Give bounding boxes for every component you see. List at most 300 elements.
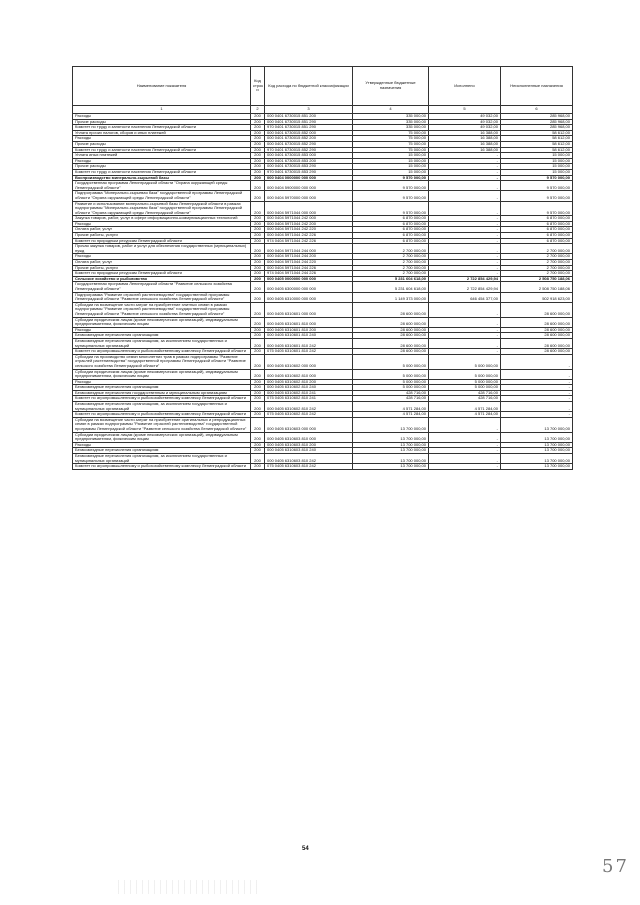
row-approved: 6 870 000,00 — [353, 221, 429, 227]
row-budget-code: 974 0404 5971044 244 226 — [265, 271, 353, 277]
row-executed: 4 571 284,00 — [429, 412, 501, 418]
row-executed: - — [429, 164, 501, 170]
row-name: Прочие работы, услуги — [73, 233, 251, 239]
table-row — [73, 244, 573, 254]
row-unexecuted: 6 870 000,00 — [501, 216, 573, 222]
row-name: Комитет по агропромышленному и рыбохозяйственному комплексу Ленинградской области — [73, 412, 251, 418]
table-row — [73, 417, 573, 432]
row-budget-code: 000 0404 5971044 242 226 — [265, 233, 353, 239]
row-name: Государственная программа Ленинградской области "Развитие сельского хозяйства Ленинградской области" — [73, 282, 251, 292]
row-executed: - — [429, 221, 501, 227]
row-budget-code: 000 0404 5971044 244 000 — [265, 244, 353, 254]
row-unexecuted: 2 700 000,00 — [501, 254, 573, 260]
row-unexecuted: 6 870 000,00 — [501, 221, 573, 227]
row-approved: 28 600 000,00 — [353, 338, 429, 348]
row-name: Комитет по труду и занятости населения Ленинградской области — [73, 169, 251, 175]
row-line-code: 200 — [251, 158, 265, 164]
row-approved: 28 600 000,00 — [353, 327, 429, 333]
row-approved: 2 700 000,00 — [353, 271, 429, 277]
page-number: 54 — [302, 846, 309, 852]
row-name: Безвозмездные перечисления организациям — [73, 333, 251, 339]
row-unexecuted: 13 700 000,00 — [501, 432, 573, 442]
row-approved: 5 000 000,00 — [353, 379, 429, 385]
row-approved: 2 700 000,00 — [353, 265, 429, 271]
row-budget-code: 970 0401 6730015 852 290 — [265, 147, 353, 153]
row-executed: 16 388,00 — [429, 136, 501, 142]
table-row — [73, 292, 573, 302]
row-line-code: 200 — [251, 181, 265, 191]
table-row — [73, 454, 573, 464]
row-approved: 13 700 000,00 — [353, 464, 429, 470]
row-budget-code: 000 0401 6730015 853 000 — [265, 153, 353, 159]
row-unexecuted: - — [501, 390, 573, 396]
row-unexecuted: 13 700 000,00 — [501, 448, 573, 454]
row-name: Подпрограмма "Развитие отраслей растениеводства" государственной программы Ленинградской области "Развитие сельского хозяйства Ленинградской области" — [73, 292, 251, 302]
row-budget-code: 000 0405 6310603 000 000 — [265, 417, 353, 432]
row-approved: 335 000,00 — [353, 114, 429, 120]
row-executed: 5 000 000,00 — [429, 369, 501, 379]
row-budget-code: 000 0404 5971044 000 000 — [265, 201, 353, 216]
row-approved: 28 600 000,00 — [353, 317, 429, 327]
row-budget-code: 000 0404 5971044 242 000 — [265, 216, 353, 222]
row-budget-code: 000 0405 6310601 810 000 — [265, 317, 353, 327]
row-unexecuted: 6 870 000,00 — [501, 227, 573, 233]
row-budget-code: 000 0405 6310602 810 000 — [265, 369, 353, 379]
row-name: Подпрограмма "Минерально-сырьевая база" государственной программы Ленинградской области "Охрана окружающей среды Ленинградской области" — [73, 191, 251, 201]
row-executed: - — [429, 169, 501, 175]
row-line-code: 200 — [251, 454, 265, 464]
row-line-code: 200 — [251, 119, 265, 125]
table-row — [73, 302, 573, 317]
row-name: Безвозмездные перечисления государственным и муниципальным организациям — [73, 390, 251, 396]
row-unexecuted: - — [501, 354, 573, 369]
table-row — [73, 282, 573, 292]
row-line-code: 200 — [251, 130, 265, 136]
row-approved: 9 570 000,00 — [353, 201, 429, 216]
row-line-code: 200 — [251, 164, 265, 170]
row-executed: - — [429, 442, 501, 448]
row-unexecuted: 28 600 000,00 — [501, 349, 573, 355]
row-name: Расходы — [73, 379, 251, 385]
row-line-code: 200 — [251, 417, 265, 432]
row-budget-code: 000 0405 6310603 810 240 — [265, 448, 353, 454]
row-line-code: 200 — [251, 354, 265, 369]
row-line-code: 200 — [251, 147, 265, 153]
row-executed: 49 032,00 — [429, 114, 501, 120]
header-approved: Утвержденные бюджетные назначения — [353, 67, 429, 106]
row-name: Субсидии на возмещение части затрат на приобретение оригинальных и репродукционных семян в рамках подпрограммы "Развитие отраслей растениеводства" государственной программы Ленинградской области "Развитие сельского хозяйства Ленинградской области" — [73, 417, 251, 432]
table-row — [73, 181, 573, 191]
header-line-code: Код строк и — [251, 67, 265, 106]
row-unexecuted: 502 918 623,00 — [501, 292, 573, 302]
row-line-code: 200 — [251, 338, 265, 348]
row-line-code: 200 — [251, 136, 265, 142]
row-budget-code: 000 0404 5971044 244 200 — [265, 254, 353, 260]
row-line-code: 200 — [251, 265, 265, 271]
row-budget-code: 000 0401 6730015 852 290 — [265, 141, 353, 147]
row-name: Субсидии на возмещение части затрат на приобретение элитных семян в рамках подпрограммы "Развитие отраслей растениеводства" государственной программы Ленинградской области "Развитие сельского хозяйства Ленинградской области" — [73, 302, 251, 317]
row-name: Комитет по агропромышленному и рыбохозяйственному комплексу Ленинградской области — [73, 396, 251, 402]
row-executed: - — [429, 327, 501, 333]
row-executed: 16 388,00 — [429, 130, 501, 136]
col-index: 5 — [429, 106, 501, 114]
row-unexecuted: - — [501, 385, 573, 391]
row-approved: 335 000,00 — [353, 125, 429, 131]
row-approved: 75 000,00 — [353, 130, 429, 136]
row-budget-code: 000 0405 6310602 810 242 — [265, 402, 353, 412]
row-unexecuted: 2 700 000,00 — [501, 265, 573, 271]
row-line-code: 200 — [251, 191, 265, 201]
row-unexecuted: 6 870 000,00 — [501, 233, 573, 239]
row-unexecuted: 13 700 000,00 — [501, 454, 573, 464]
row-executed: - — [429, 271, 501, 277]
row-executed: 5 000 000,00 — [429, 354, 501, 369]
row-line-code: 200 — [251, 271, 265, 277]
row-approved: 75 000,00 — [353, 136, 429, 142]
row-approved: 4 571 284,00 — [353, 412, 429, 418]
row-name: Субсидии на производство семян многолетних трав в рамках подпрограммы "Развитие отраслей растениеводства" государственной программы Ленинградской области "Развитие сельского хозяйства Ленинградской области" — [73, 354, 251, 369]
row-line-code: 200 — [251, 327, 265, 333]
row-budget-code: 000 0401 6730015 852 000 — [265, 130, 353, 136]
row-line-code: 200 — [251, 125, 265, 131]
col-index: 1 — [73, 106, 251, 114]
row-executed: - — [429, 158, 501, 164]
row-unexecuted: - — [501, 379, 573, 385]
row-executed: 4 571 284,00 — [429, 402, 501, 412]
handwritten-page-mark: 57 — [602, 856, 629, 877]
row-approved: 5 000 000,00 — [353, 385, 429, 391]
row-executed: 646 454 377,00 — [429, 292, 501, 302]
row-unexecuted: - — [501, 369, 573, 379]
row-name: Расходы — [73, 158, 251, 164]
row-name: Государственная программа Ленинградской области "Охрана окружающей среды Ленинградской области" — [73, 181, 251, 191]
row-unexecuted: 9 570 000,00 — [501, 175, 573, 181]
row-name: Прочая закупка товаров, работ и услуг для обеспечения государственных (муниципальных) нужд — [73, 244, 251, 254]
row-executed: 49 032,00 — [429, 125, 501, 131]
row-unexecuted: 2 700 000,00 — [501, 260, 573, 266]
row-budget-code: 000 0401 6730015 853 290 — [265, 164, 353, 170]
row-approved: 6 870 000,00 — [353, 227, 429, 233]
row-line-code: 200 — [251, 442, 265, 448]
row-unexecuted: 28 600 000,00 — [501, 327, 573, 333]
row-approved: 15 000,00 — [353, 169, 429, 175]
row-executed: - — [429, 448, 501, 454]
row-approved: 28 600 000,00 — [353, 302, 429, 317]
row-name: Комитет по труду и занятости населения Ленинградской области — [73, 147, 251, 153]
row-executed: 49 032,00 — [429, 119, 501, 125]
row-name: Безвозмездные перечисления организациям — [73, 385, 251, 391]
row-unexecuted: 13 700 000,00 — [501, 464, 573, 470]
table-header-row — [73, 67, 573, 106]
row-line-code: 200 — [251, 282, 265, 292]
row-line-code: 200 — [251, 369, 265, 379]
row-approved: 75 000,00 — [353, 141, 429, 147]
row-approved: 75 000,00 — [353, 147, 429, 153]
header-budget-class-code: Код расхода по бюджетной классификации — [265, 67, 353, 106]
row-budget-code: 075 0405 6310601 810 242 — [265, 349, 353, 355]
row-name: Расходы — [73, 442, 251, 448]
row-name: Расходы — [73, 254, 251, 260]
row-approved: 5 231 604 618,00 — [353, 276, 429, 282]
row-name: Комитет по агропромышленному и рыбохозяйственному комплексу Ленинградской области — [73, 349, 251, 355]
row-line-code: 200 — [251, 390, 265, 396]
row-name: Прочие работы, услуги — [73, 265, 251, 271]
table-row — [73, 201, 573, 216]
col-index: 6 — [501, 106, 573, 114]
row-approved: 13 700 000,00 — [353, 442, 429, 448]
row-executed: 2 722 854 429,94 — [429, 276, 501, 282]
scan-artifact — [118, 880, 258, 894]
row-budget-code: 075 0405 6310602 810 242 — [265, 412, 353, 418]
col-index: 3 — [265, 106, 353, 114]
row-executed: - — [429, 338, 501, 348]
col-index: 4 — [353, 106, 429, 114]
row-approved: 5 000 000,00 — [353, 354, 429, 369]
row-approved: 13 700 000,00 — [353, 454, 429, 464]
header-indicator-name: Наименование показателя — [73, 67, 251, 106]
row-line-code: 200 — [251, 464, 265, 470]
row-line-code: 200 — [251, 302, 265, 317]
row-executed: - — [429, 454, 501, 464]
row-approved: 6 870 000,00 — [353, 216, 429, 222]
row-executed: - — [429, 432, 501, 442]
row-line-code: 200 — [251, 432, 265, 442]
row-name: Расходы — [73, 114, 251, 120]
row-executed: - — [429, 254, 501, 260]
row-budget-code: 000 0405 0000000 000 000 — [265, 276, 353, 282]
row-approved: 2 700 000,00 — [353, 244, 429, 254]
row-line-code: 200 — [251, 379, 265, 385]
row-executed: - — [429, 349, 501, 355]
row-line-code: 200 — [251, 169, 265, 175]
row-line-code: 200 — [251, 238, 265, 244]
row-executed: 428 716,00 — [429, 396, 501, 402]
table-row — [73, 338, 573, 348]
row-approved: 9 570 000,00 — [353, 175, 429, 181]
row-unexecuted: - — [501, 402, 573, 412]
row-executed: - — [429, 417, 501, 432]
row-approved: 4 571 284,00 — [353, 402, 429, 412]
row-line-code: 200 — [251, 153, 265, 159]
row-approved: 2 700 000,00 — [353, 260, 429, 266]
row-name: Оплата работ, услуг — [73, 227, 251, 233]
row-approved: 15 000,00 — [353, 164, 429, 170]
column-index-row — [73, 106, 573, 114]
row-approved: 6 870 000,00 — [353, 238, 429, 244]
row-unexecuted: 2 508 750 188,06 — [501, 282, 573, 292]
header-executed: Исполнено — [429, 67, 501, 106]
row-approved: 6 870 000,00 — [353, 233, 429, 239]
row-budget-code: 000 0405 6300000 000 000 — [265, 282, 353, 292]
row-line-code: 200 — [251, 260, 265, 266]
row-executed: - — [429, 238, 501, 244]
row-name: Расходы — [73, 327, 251, 333]
header-unexecuted: Неисполненные назначения — [501, 67, 573, 106]
row-unexecuted: 2 700 000,00 — [501, 244, 573, 254]
row-name: Уплата иных платежей — [73, 153, 251, 159]
row-budget-code: 000 0405 6310602 810 241 — [265, 390, 353, 396]
row-executed: - — [429, 227, 501, 233]
row-unexecuted: 28 600 000,00 — [501, 302, 573, 317]
row-budget-code: 000 0401 6730015 853 200 — [265, 158, 353, 164]
row-budget-code: 000 0401 6730015 851 290 — [265, 119, 353, 125]
row-budget-code: 000 0405 6310603 810 000 — [265, 432, 353, 442]
row-approved: 9 570 000,00 — [353, 181, 429, 191]
row-budget-code: 000 0405 6310601 810 240 — [265, 333, 353, 339]
row-approved: 428 716,00 — [353, 396, 429, 402]
row-name: Безвозмездные перечисления организациям, за исключением государственных и муниципальных организаций — [73, 454, 251, 464]
row-budget-code: 000 0401 6730015 851 200 — [265, 114, 353, 120]
row-executed: 5 000 000,00 — [429, 379, 501, 385]
row-name: Субсидии юридическим лицам (кроме некоммерческих организаций), индивидуальным предпринимателям, физическим лицам — [73, 317, 251, 327]
row-executed: 16 388,00 — [429, 147, 501, 153]
row-name: Прочие расходы — [73, 141, 251, 147]
row-unexecuted: 2 508 750 188,06 — [501, 276, 573, 282]
row-unexecuted: 58 612,00 — [501, 136, 573, 142]
row-executed: 428 716,00 — [429, 390, 501, 396]
row-executed: - — [429, 244, 501, 254]
row-unexecuted: - — [501, 396, 573, 402]
row-approved: 2 700 000,00 — [353, 254, 429, 260]
row-unexecuted: 58 612,00 — [501, 141, 573, 147]
row-line-code: 200 — [251, 175, 265, 181]
row-name: Комитет по природным ресурсам Ленинградской области — [73, 238, 251, 244]
row-name: Прочие расходы — [73, 164, 251, 170]
row-budget-code: 000 0404 5900000 000 000 — [265, 181, 353, 191]
table-row — [73, 317, 573, 327]
row-name: Безвозмездные перечисления организациям — [73, 448, 251, 454]
row-budget-code: 000 0405 6310602 810 200 — [265, 379, 353, 385]
row-executed: - — [429, 201, 501, 216]
table-row — [73, 432, 573, 442]
row-approved: 5 231 604 618,00 — [353, 282, 429, 292]
row-line-code: 200 — [251, 216, 265, 222]
row-executed: - — [429, 333, 501, 339]
row-line-code: 200 — [251, 292, 265, 302]
row-line-code: 200 — [251, 448, 265, 454]
row-budget-code: 075 0405 6310602 810 241 — [265, 396, 353, 402]
row-executed: - — [429, 464, 501, 470]
row-name: Комитет по труду и занятости населения Ленинградской области — [73, 125, 251, 131]
row-executed: 2 722 854 429,94 — [429, 282, 501, 292]
row-unexecuted: 285 968,00 — [501, 125, 573, 131]
table-row — [73, 464, 573, 470]
row-budget-code: 000 0404 5970000 000 000 — [265, 191, 353, 201]
row-name: Субсидии юридическим лицам (кроме некоммерческих организаций), индивидуальным предпринимателям, физическим лицам — [73, 369, 251, 379]
row-approved: 15 000,00 — [353, 153, 429, 159]
row-line-code: 200 — [251, 276, 265, 282]
row-budget-code: 000 0405 6310601 810 200 — [265, 327, 353, 333]
row-name: Комитет по природным ресурсам Ленинградской области — [73, 271, 251, 277]
row-budget-code: 000 0404 0000000 000 000 — [265, 175, 353, 181]
row-budget-code: 000 0405 6310603 810 242 — [265, 454, 353, 464]
row-approved: 13 700 000,00 — [353, 432, 429, 442]
row-unexecuted: 13 700 000,00 — [501, 442, 573, 448]
row-executed: - — [429, 191, 501, 201]
row-line-code: 200 — [251, 244, 265, 254]
row-executed: - — [429, 265, 501, 271]
row-budget-code: 000 0404 5971044 242 220 — [265, 227, 353, 233]
table-row — [73, 402, 573, 412]
row-approved: 13 700 000,00 — [353, 417, 429, 432]
row-executed: 16 388,00 — [429, 141, 501, 147]
row-budget-code: 000 0404 5971044 242 200 — [265, 221, 353, 227]
row-line-code: 200 — [251, 233, 265, 239]
row-executed: - — [429, 153, 501, 159]
row-budget-code: 970 0401 6730015 851 290 — [265, 125, 353, 131]
row-unexecuted: 15 000,00 — [501, 158, 573, 164]
row-budget-code: 000 0405 6310602 810 240 — [265, 385, 353, 391]
row-unexecuted: 285 968,00 — [501, 114, 573, 120]
budget-report-sheet — [72, 66, 572, 470]
row-unexecuted: 15 000,00 — [501, 169, 573, 175]
table-row — [73, 354, 573, 369]
row-unexecuted: 9 570 000,00 — [501, 181, 573, 191]
row-unexecuted: 58 612,00 — [501, 130, 573, 136]
row-unexecuted: 58 612,00 — [501, 147, 573, 153]
row-unexecuted: 9 570 000,00 — [501, 191, 573, 201]
row-unexecuted: 28 600 000,00 — [501, 317, 573, 327]
row-executed: - — [429, 175, 501, 181]
table-row — [73, 191, 573, 201]
row-line-code: 200 — [251, 333, 265, 339]
row-executed: - — [429, 260, 501, 266]
row-approved: 9 570 000,00 — [353, 191, 429, 201]
row-line-code: 200 — [251, 385, 265, 391]
row-line-code: 200 — [251, 201, 265, 216]
row-name: Закупка товаров, работ, услуг в сфере информационно-коммуникационных технологий — [73, 216, 251, 222]
row-unexecuted: 2 700 000,00 — [501, 271, 573, 277]
row-line-code: 200 — [251, 396, 265, 402]
row-approved: 428 716,00 — [353, 390, 429, 396]
row-name: Расходы — [73, 221, 251, 227]
row-name: Развитие и использование минерально-сырьевой базы Ленинградской области в рамках подпрограммы "Минерально-сырьевая база" государственной программы Ленинградской области "Охрана окружающей среды Ленинградской области" — [73, 201, 251, 216]
row-budget-code: 000 0401 6730015 852 200 — [265, 136, 353, 142]
row-budget-code: 000 0405 6310000 000 000 — [265, 292, 353, 302]
row-unexecuted: 28 600 000,00 — [501, 338, 573, 348]
row-budget-code: 000 0405 6310603 810 200 — [265, 442, 353, 448]
row-executed: - — [429, 317, 501, 327]
row-executed: 5 000 000,00 — [429, 385, 501, 391]
row-budget-code: 000 0404 5971044 244 226 — [265, 265, 353, 271]
row-budget-code: 000 0405 6310601 000 000 — [265, 302, 353, 317]
row-unexecuted: 6 870 000,00 — [501, 238, 573, 244]
row-budget-code: 075 0405 6310603 810 242 — [265, 464, 353, 470]
row-line-code: 200 — [251, 412, 265, 418]
row-name: Субсидии юридическим лицам (кроме некоммерческих организаций), индивидуальным предпринимателям, физическим лицам — [73, 432, 251, 442]
row-budget-code: 974 0404 5971044 242 226 — [265, 238, 353, 244]
row-unexecuted: 9 570 000,00 — [501, 201, 573, 216]
row-approved: 28 600 000,00 — [353, 349, 429, 355]
row-name: Оплата работ, услуг — [73, 260, 251, 266]
row-line-code: 200 — [251, 141, 265, 147]
row-name: Воспроизводство минерально-сырьевой базы — [73, 175, 251, 181]
row-approved: 15 000,00 — [353, 158, 429, 164]
row-approved: 13 700 000,00 — [353, 448, 429, 454]
row-unexecuted: 13 700 000,00 — [501, 417, 573, 432]
row-budget-code: 000 0405 6310601 810 242 — [265, 338, 353, 348]
row-name: Безвозмездные перечисления организациям, за исключением государственных и муниципальных организаций — [73, 402, 251, 412]
row-name: Уплата прочих налогов, сборов и иных платежей — [73, 130, 251, 136]
row-line-code: 200 — [251, 114, 265, 120]
budget-execution-table — [72, 66, 573, 470]
row-unexecuted: - — [501, 412, 573, 418]
row-approved: 28 600 000,00 — [353, 333, 429, 339]
row-budget-code: 000 0404 5971044 244 220 — [265, 260, 353, 266]
row-approved: 1 149 373 000,00 — [353, 292, 429, 302]
row-approved: 5 000 000,00 — [353, 369, 429, 379]
row-line-code: 200 — [251, 221, 265, 227]
